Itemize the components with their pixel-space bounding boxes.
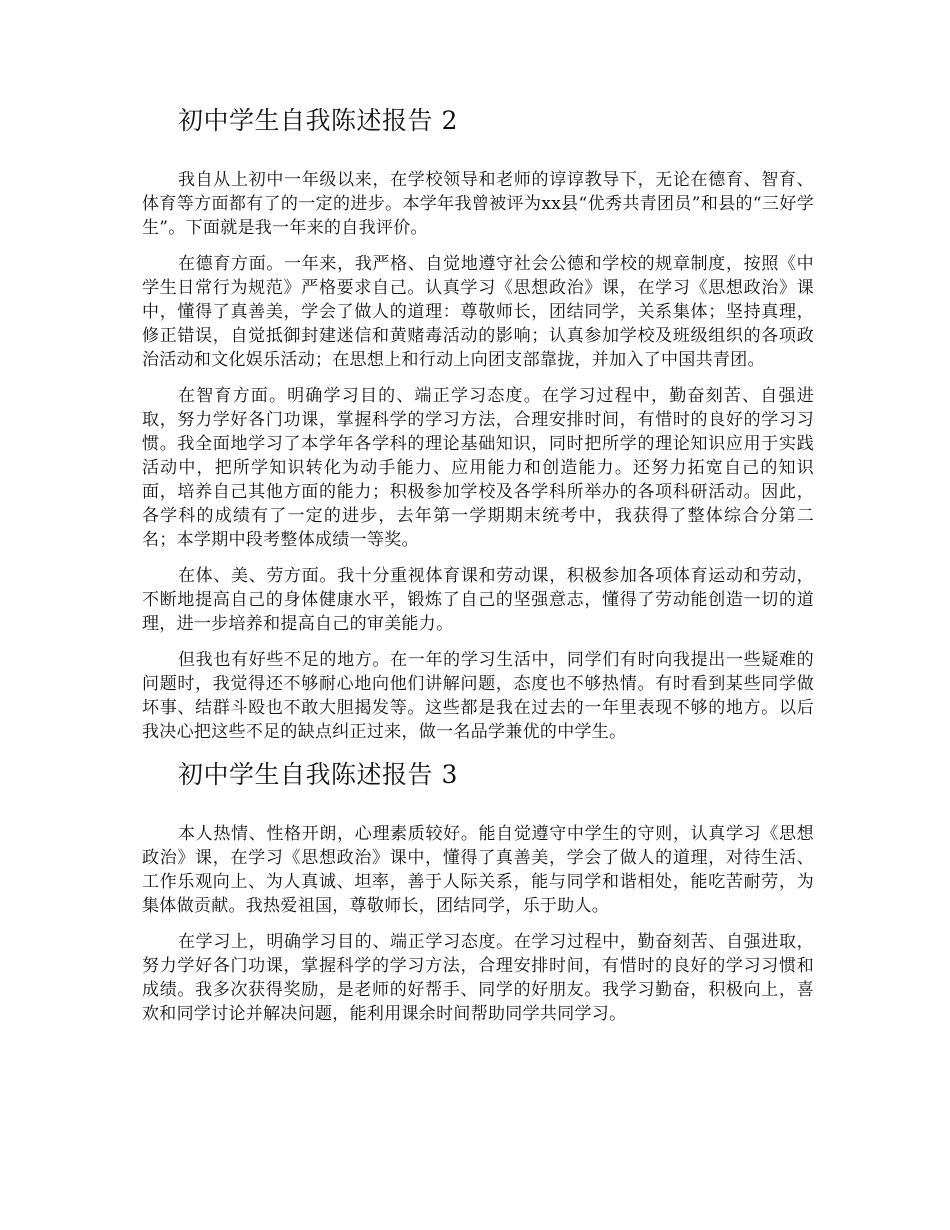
section-body — [142, 822, 814, 1026]
section-body — [142, 168, 814, 744]
section-title: 初中学生自我陈述报告 3 — [178, 760, 458, 789]
paragraph: 本人热情、性格开朗，心理素质较好。能自觉遵守中学生的守则，认真学习《思想政治》课，在学习《思想政治》课中，懂得了真善美，学会了做人的道理，对待生活、工作乐观向上、为人真诚、坦率，善于人际关系，能与同学和谐相处，能吃苦耐劳，为集体做贡献。我热爱祖国，尊敬师长，团结同学，乐于助人。 — [142, 824, 814, 916]
paragraph: 在智育方面。明确学习目的、端正学习态度。在学习过程中，勤奋刻苦、自强进取，努力学好各门功课，掌握科学的学习方法，合理安排时间，有惜时的良好的学习习惯。我全面地学习了本学年各学科的理论基础知识，同时把所学的理论知识应用于实践活动中，把所学知识转化为动手能力、应用能力和创造能力。还努力拓宽自己的知识面，培养自己其他方面的能力；积极参加学校及各学科所举办的各项科研活动。因此，各学科的成绩有了一定的进步，去年第一学期期末统考中，我获得了整体综合分第二名；本学期中段考整体成绩一等奖。 — [142, 386, 814, 550]
paragraph: 在体、美、劳方面。我十分重视体育课和劳动课，积极参加各项体育运动和劳动，不断地提高自己的身体健康水平，锻炼了自己的坚强意志，懂得了劳动能创造一切的道理，进一步培养和提高自己的审美能力。 — [142, 566, 814, 634]
paragraph: 在德育方面。一年来，我严格、自觉地遵守社会公德和学校的规章制度，按照《中学生日常行为规范》严格要求自己。认真学习《思想政治》课，在学习《思想政治》课中，懂得了真善美，学会了做人的道理：尊敬师长，团结同学，关系集体；坚持真理，修正错误，自觉抵御封建迷信和黄赌毒活动的影响；认真参加学校及班级组织的各项政治活动和文化娱乐活动；在思想上和行动上向团支部靠拢，并加入了中国共青团。 — [142, 254, 814, 370]
section-title: 初中学生自我陈述报告 2 — [178, 106, 458, 135]
paragraph: 在学习上，明确学习目的、端正学习态度。在学习过程中，勤奋刻苦、自强进取，努力学好各门功课，掌握科学的学习方法，合理安排时间，有惜时的良好的学习习惯和成绩。我多次获得奖励，是老师的好帮手、同学的好朋友。我学习勤奋，积极向上，喜欢和同学讨论并解决问题，能利用课余时间帮助同学共同学习。 — [142, 932, 814, 1024]
document-page — [142, 0, 814, 1038]
paragraph: 但我也有好些不足的地方。在一年的学习生活中，同学们有时向我提出一些疑难的问题时，我觉得还不够耐心地向他们讲解问题，态度也不够热情。有时看到某些同学做坏事、结群斗殴也不敢大胆揭发等。这些都是我在过去的一年里表现不够的地方。以后我决心把这些不足的缺点纠正过来，做一名品学兼优的中学生。 — [142, 650, 814, 742]
paragraph: 我自从上初中一年级以来，在学校领导和老师的谆谆教导下，无论在德育、智育、体育等方面都有了的一定的进步。本学年我曾被评为xx县“优秀共青团员”和县的“三好学生”。下面就是我一年来的自我评价。 — [142, 170, 814, 238]
